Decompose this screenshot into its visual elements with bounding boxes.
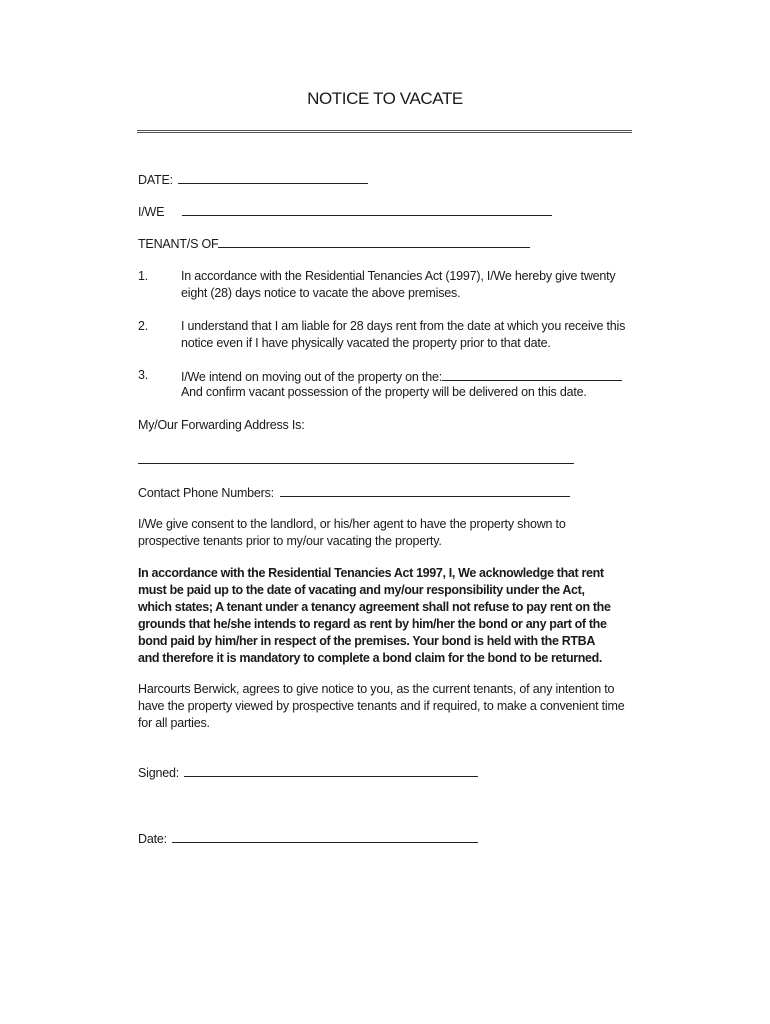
item-1-text: In accordance with the Residential Tenancies Act (1997), I/We hereby give twenty eight (28) days notice to vacate the above premises. — [181, 269, 616, 300]
date-row — [138, 170, 368, 189]
signed-label: Signed: — [138, 766, 179, 780]
forwarding-label: My/Our Forwarding Address Is: — [138, 418, 305, 432]
consent-paragraph: I/We give consent to the landlord, or his/her agent to have the property shown to prospective tenants prior to my/our vacating the property. — [138, 517, 566, 548]
item-3-number: 3. — [138, 368, 149, 382]
item-2-text: I understand that I am liable for 28 days rent from the date at which you receive this notice even if I have physically vacated the property prior to that date. — [181, 319, 626, 350]
rent-acknowledgement-paragraph: In accordance with the Residential Tenancies Act 1997, I, We acknowledge that rent must be paid up to the date of vacating and my/our responsibility under the Act, which states; A tenant under a tenancy agreement shall not refuse to pay rent on the grounds that he/she intends to regard as rent by him/her the bond or any part of the bond paid by him/her in respect of the premises. Your bond is held with the RTBA and therefore it is mandatory to complete a bond claim for the bond to be returned. — [138, 566, 611, 665]
tenants-row — [138, 234, 530, 253]
document-title: NOTICE TO VACATE — [307, 89, 463, 108]
signed-date-field[interactable] — [172, 829, 478, 843]
iwe-field[interactable] — [182, 202, 552, 216]
date2-label: Date: — [138, 832, 167, 846]
iwe-row — [138, 202, 552, 221]
tenants-field[interactable] — [218, 234, 530, 248]
date-label: DATE: — [138, 173, 173, 187]
move-out-label: I/We intend on moving out of the property on the: — [181, 370, 442, 384]
forwarding-address-field[interactable] — [138, 450, 574, 464]
iwe-label: I/WE — [138, 205, 165, 219]
phone-row — [138, 483, 570, 502]
title-divider — [137, 130, 632, 133]
date2-row — [138, 829, 478, 848]
phone-label: Contact Phone Numbers: — [138, 486, 274, 500]
date-field[interactable] — [178, 170, 368, 184]
phone-field[interactable] — [280, 483, 570, 497]
signed-row — [138, 763, 478, 782]
item-1-number: 1. — [138, 269, 149, 283]
item-2-number: 2. — [138, 319, 149, 333]
move-out-date-field[interactable] — [442, 367, 622, 381]
item-3-line2: And confirm vacant possession of the property will be delivered on this date. — [181, 385, 587, 399]
tenants-label: TENANT/S OF — [138, 237, 219, 251]
signature-field[interactable] — [184, 763, 478, 777]
harcourts-paragraph: Harcourts Berwick, agrees to give notice to you, as the current tenants, of any intention to have the property viewed by prospective tenants and if required, to make a convenient time for all parties. — [138, 682, 625, 730]
